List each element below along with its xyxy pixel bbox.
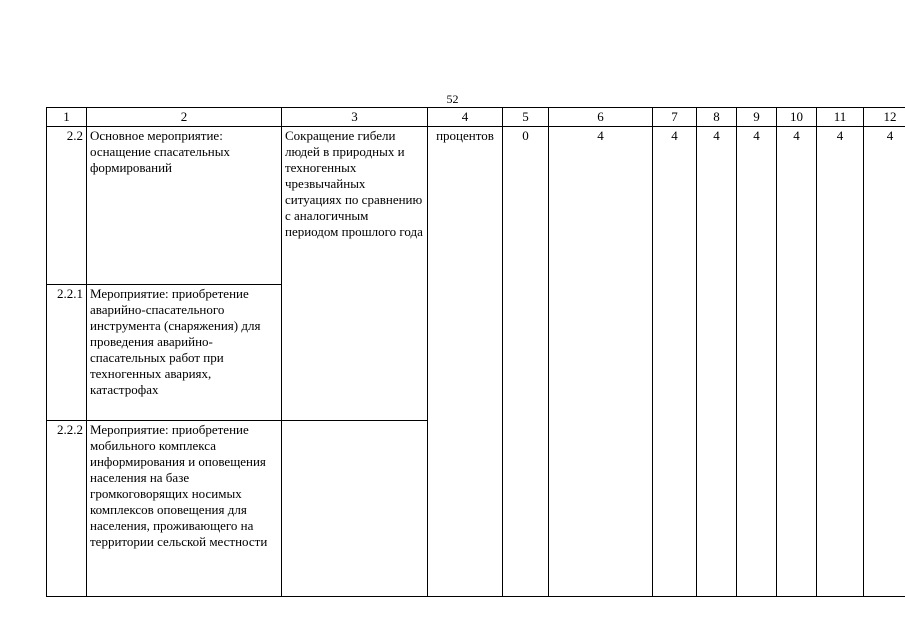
row-number: 2.2	[47, 127, 87, 285]
column-header: 12	[864, 108, 905, 127]
measure-name: Основное мероприятие: оснащение спасательных формирований	[87, 127, 282, 285]
column-header: 4	[428, 108, 503, 127]
page-number: 52	[446, 92, 459, 106]
value-cell: 4	[697, 127, 737, 597]
column-header: 5	[503, 108, 549, 127]
column-header: 8	[697, 108, 737, 127]
empty-cell	[282, 421, 428, 597]
measure-name: Мероприятие: приобретение мобильного комплекса информирования и оповещения населения на базе громкоговорящих носимых комплексов оповещения для населения, проживающего на территории сельской местности	[87, 421, 282, 597]
indicators-table	[46, 107, 905, 597]
column-header: 9	[737, 108, 777, 127]
indicator-name: Сокращение гибели людей в природных и техногенных чрезвычайных ситуациях по сравнению с аналогичным периодом прошлого года	[282, 127, 428, 421]
value-cell: 4	[737, 127, 777, 597]
column-header: 7	[653, 108, 697, 127]
row-number: 2.2.2	[47, 421, 87, 597]
row-number: 2.2.1	[47, 285, 87, 421]
value-cell: 4	[549, 127, 653, 597]
measure-name: Мероприятие: приобретение аварийно-спасательного инструмента (снаряжения) для проведения аварийно-спасательных работ при техногенных авариях, катастрофах	[87, 285, 282, 421]
column-header: 2	[87, 108, 282, 127]
value-cell: 4	[817, 127, 864, 597]
table-row	[47, 127, 905, 285]
unit-cell: процентов	[428, 127, 503, 597]
table-header-row	[47, 108, 905, 127]
value-cell: 0	[503, 127, 549, 597]
value-cell: 4	[653, 127, 697, 597]
value-cell: 4	[864, 127, 905, 597]
column-header: 1	[47, 108, 87, 127]
column-header: 10	[777, 108, 817, 127]
value-cell: 4	[777, 127, 817, 597]
column-header: 3	[282, 108, 428, 127]
column-header: 11	[817, 108, 864, 127]
column-header: 6	[549, 108, 653, 127]
